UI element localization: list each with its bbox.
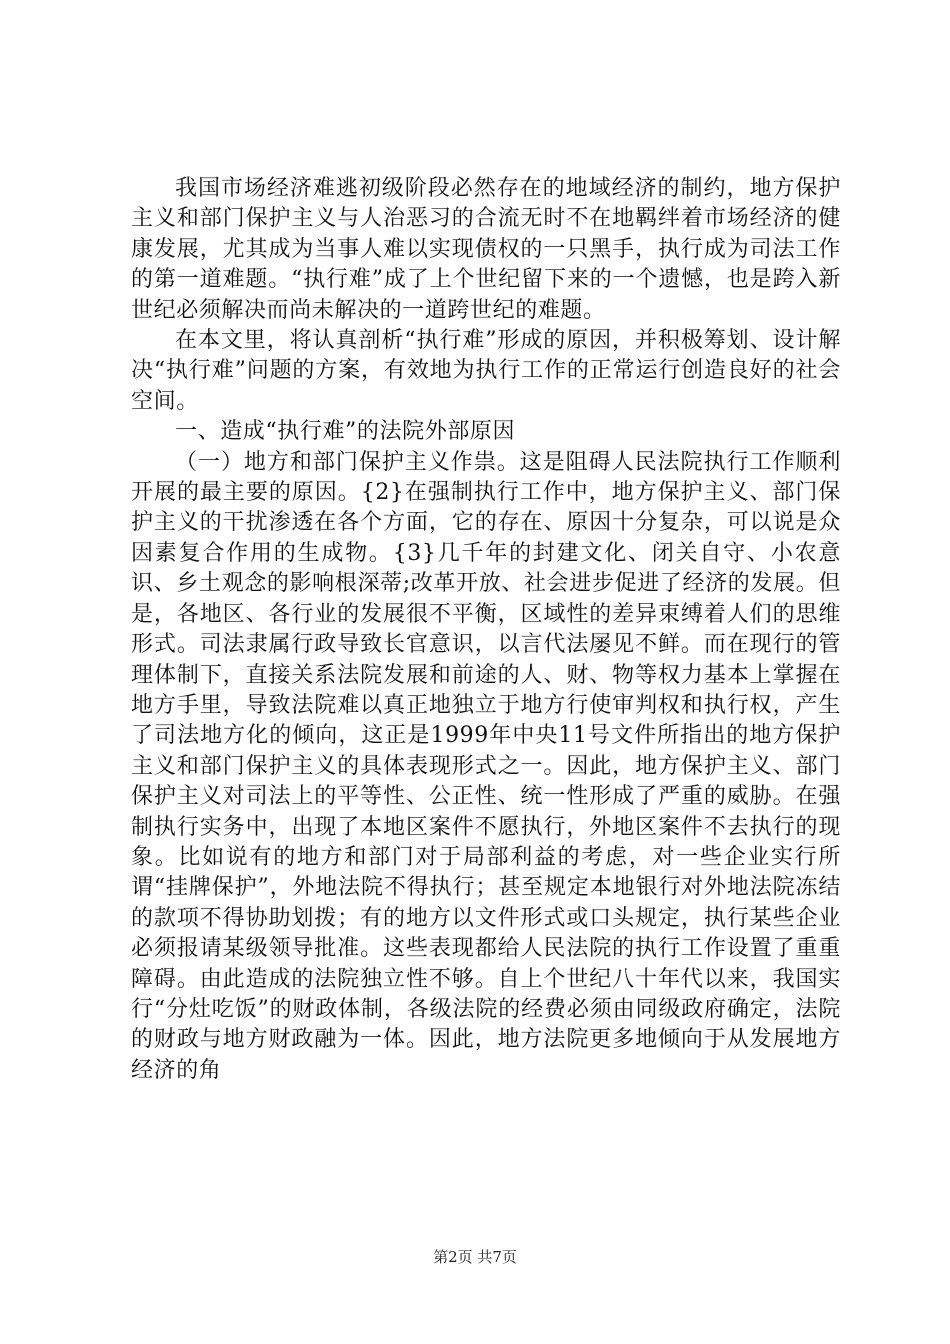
paragraph-purpose: 在本文里，将认真剖析“执行难”形成的原因，并积极筹划、设计解决“执行难”问题的方案，有效地为执行工作的正常运行创造良好的社会空间。 [131,328,841,414]
page-number-footer: 第2页 共7页 [433,1248,517,1266]
section-heading: 一、造成“执行难”的法院外部原因 [175,419,516,445]
paragraph-intro: 我国市场经济难逃初级阶段必然存在的地域经济的制约，地方保护主义和部门保护主义与人治恶习的合流无时不在地羁绊着市场经济的健康发展，尤其成为当事人难以实现债权的一只黑手，执行成为司法工作的第一道难题。“执行难”成了上个世纪留下来的一个遗憾，也是跨入新世纪必须解决而尚未解决的一道跨世纪的难题。 [131,176,841,323]
document-body [131,174,841,1086]
paragraph-local-protectionism: （一）地方和部门保护主义作祟。这是阻碍人民法院执行工作顺利开展的最主要的原因。{2}在强制执行工作中，地方保护主义、部门保护主义的干扰渗透在各个方面，它的存在、原因十分复杂，可以说是众因素复合作用的生成物。{3}几千年的封建文化、闭关自守、小农意识、乡土观念的影响根深蒂;改革开放、社会进步促进了经济的发展。但是，各地区、各行业的发展很不平衡，区域性的差异束缚着人们的思维形式。司法隶属行政导致长官意识，以言代法屡见不鲜。而在现行的管理体制下，直接关系法院发展和前途的人、财、物等权力基本上掌握在地方手里，导致法院难以真正地独立于地方行使审判权和执行权，产生了司法地方化的倾向，这正是1999年中央11号文件所指出的地方保护主义和部门保护主义的具体表现形式之一。因此，地方保护主义、部门保护主义对司法上的平等性、公正性、统一性形成了严重的威胁。在强制执行实务中，出现了本地区案件不愿执行，外地区案件不去执行的现象。比如说有的地方和部门对于局部利益的考虑，对一些企业实行所谓“挂牌保护”，外地法院不得执行；甚至规定本地银行对外地法院冻结的款项不得协助划拨；有的地方以文件形式或口头规定，执行某些企业必须报请某级领导批准。这些表现都给人民法院的执行工作设置了重重障碍。由此造成的法院独立性不够。自上个世纪八十年代以来，我国实行“分灶吃饭”的财政体制，各级法院的经费必须由同级政府确定，法院的财政与地方财政融为一体。因此，地方法院更多地倾向于从发展地方经济的角 [131,449,841,1083]
